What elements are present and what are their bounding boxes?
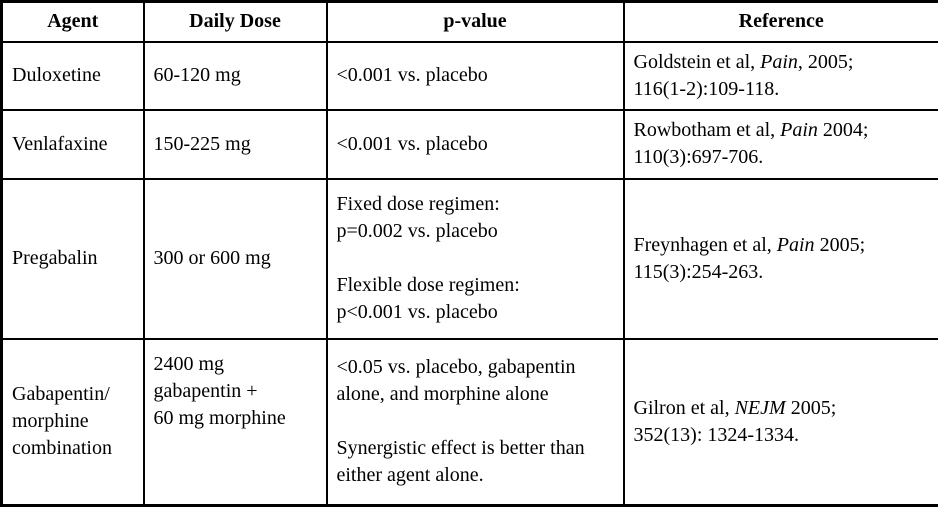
cell-line	[12, 381, 134, 408]
table-body	[2, 42, 938, 506]
text-span: 2004;	[818, 119, 869, 141]
table-row	[2, 179, 938, 339]
text-span: alone, and morphine alone	[337, 383, 549, 405]
text-span: , 2005;	[798, 51, 854, 73]
cell-line	[337, 354, 614, 381]
cell-daily-dose	[144, 42, 327, 110]
table-row	[2, 339, 938, 506]
cell-line	[337, 435, 614, 462]
cell-daily-dose	[144, 110, 327, 179]
cell-line	[154, 131, 317, 158]
text-span: <0.001 vs. placebo	[337, 64, 488, 86]
cell-reference	[624, 42, 938, 110]
cell-line	[337, 299, 614, 326]
cell-reference	[624, 110, 938, 179]
text-span: <0.05 vs. placebo, gabapentin	[337, 356, 576, 378]
cell-line	[634, 76, 930, 103]
text-span: 115(3):254-263.	[634, 261, 764, 283]
cell-line	[634, 144, 930, 171]
text-span: 300 or 600 mg	[154, 247, 271, 269]
table-row	[2, 42, 938, 110]
cell-line	[154, 245, 317, 272]
text-span: Flexible dose regimen:	[337, 274, 520, 296]
cell-line	[12, 408, 134, 435]
text-span: Gabapentin/	[12, 383, 110, 405]
header-row	[2, 2, 938, 42]
cell-line	[337, 462, 614, 489]
text-span: either agent alone.	[337, 464, 484, 486]
cell-line	[337, 218, 614, 245]
journal-name: Pain	[760, 51, 798, 73]
text-span: 2400 mg	[154, 353, 225, 375]
cell-line	[634, 422, 930, 449]
cell-line	[154, 351, 317, 378]
col-header-agent: Agent	[2, 2, 144, 42]
cell-line	[634, 232, 930, 259]
cell-p-value	[327, 179, 624, 339]
cell-line	[12, 245, 134, 272]
cell-reference	[624, 339, 938, 506]
text-span: 60-120 mg	[154, 64, 241, 86]
cell-agent	[2, 110, 144, 179]
cell-p-value	[327, 339, 624, 506]
text-span: p<0.001 vs. placebo	[337, 301, 498, 323]
cell-p-value	[327, 110, 624, 179]
text-span: 116(1-2):109-118.	[634, 78, 780, 100]
cell-line	[12, 435, 134, 462]
text-span: combination	[12, 437, 112, 459]
col-header-daily-dose: Daily Dose	[144, 2, 327, 42]
cell-line	[634, 49, 930, 76]
cell-line	[12, 62, 134, 89]
text-span: Rowbotham et al,	[634, 119, 781, 141]
text-span: Venlafaxine	[12, 133, 108, 155]
text-span: Gilron et al,	[634, 397, 735, 419]
text-span: 60 mg morphine	[154, 407, 286, 429]
cell-daily-dose	[144, 179, 327, 339]
text-span: <0.001 vs. placebo	[337, 133, 488, 155]
cell-line	[337, 272, 614, 299]
cell-line	[634, 117, 930, 144]
text-span: 352(13): 1324-1334.	[634, 424, 800, 446]
journal-name: Pain	[780, 119, 818, 141]
text-span: 2005;	[786, 397, 837, 419]
text-span: gabapentin +	[154, 380, 258, 402]
cell-agent	[2, 339, 144, 506]
cell-p-value	[327, 42, 624, 110]
text-span: Duloxetine	[12, 64, 101, 86]
cell-line	[337, 245, 614, 272]
table-row	[2, 110, 938, 179]
cell-line	[337, 191, 614, 218]
text-span: 150-225 mg	[154, 133, 251, 155]
text-span: Synergistic effect is better than	[337, 437, 585, 459]
text-span: p=0.002 vs. placebo	[337, 220, 498, 242]
cell-agent	[2, 42, 144, 110]
text-span: 110(3):697-706.	[634, 146, 764, 168]
cell-line	[337, 408, 614, 435]
cell-daily-dose	[144, 339, 327, 506]
journal-name: NEJM	[735, 397, 786, 419]
cell-line	[634, 395, 930, 422]
text-span: morphine	[12, 410, 89, 432]
cell-line	[154, 378, 317, 405]
col-header-p-value: p-value	[327, 2, 624, 42]
text-span: Fixed dose regimen:	[337, 193, 500, 215]
cell-reference	[624, 179, 938, 339]
text-span: Goldstein et al,	[634, 51, 761, 73]
cell-line	[337, 381, 614, 408]
text-span: Pregabalin	[12, 247, 98, 269]
text-span: 2005;	[815, 234, 866, 256]
journal-name: Pain	[777, 234, 815, 256]
cell-line	[154, 405, 317, 432]
cell-line	[154, 62, 317, 89]
text-span: Freynhagen et al,	[634, 234, 777, 256]
cell-line	[12, 131, 134, 158]
cell-line	[634, 259, 930, 286]
cell-line	[337, 131, 614, 158]
cell-line	[337, 62, 614, 89]
col-header-reference: Reference	[624, 2, 938, 42]
cell-agent	[2, 179, 144, 339]
